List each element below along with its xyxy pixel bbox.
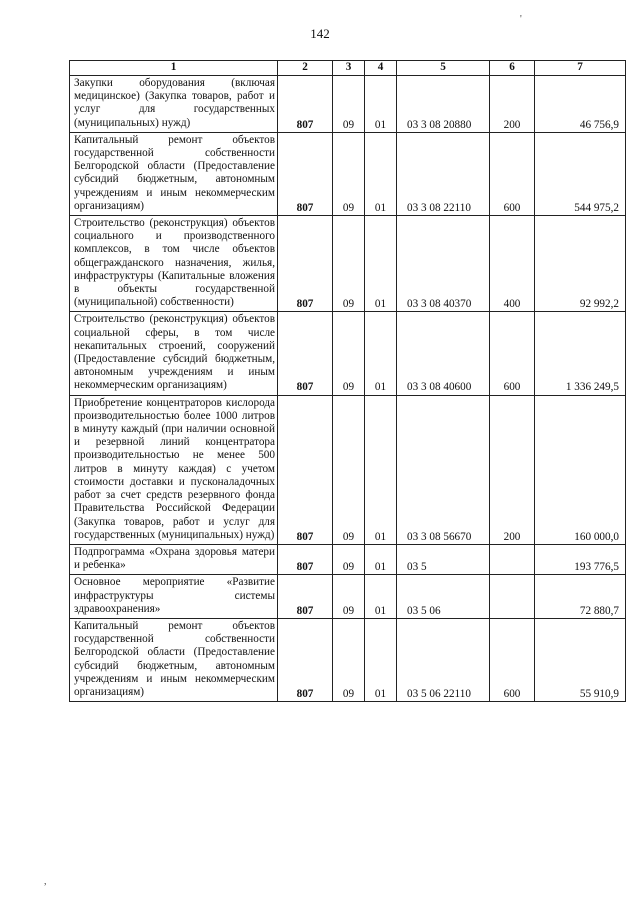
table-row xyxy=(70,216,626,312)
row-ministry-code: 807 xyxy=(278,544,333,574)
row-expense-type: 600 xyxy=(490,618,535,701)
row-expense-type: 600 xyxy=(490,132,535,215)
row-subsection: 01 xyxy=(365,544,397,574)
row-subsection: 01 xyxy=(365,216,397,312)
row-section: 09 xyxy=(333,618,365,701)
row-target-article: 03 3 08 40370 xyxy=(397,216,490,312)
row-subsection: 01 xyxy=(365,395,397,544)
row-description: Капитальный ремонт объектов государственной собственности Белгородской области (Предоставление субсидий бюджетным, автономным учреждениям и иным некоммерческим организациям) xyxy=(70,618,278,701)
row-ministry-code: 807 xyxy=(278,312,333,395)
scan-speck: , xyxy=(44,876,47,887)
row-section: 09 xyxy=(333,132,365,215)
row-expense-type: 600 xyxy=(490,312,535,395)
row-amount: 1 336 249,5 xyxy=(535,312,626,395)
table-row xyxy=(70,395,626,544)
row-target-article: 03 3 08 20880 xyxy=(397,76,490,133)
row-ministry-code: 807 xyxy=(278,76,333,133)
row-description: Основное мероприятие «Развитие инфраструктуры системы здравоохранения» xyxy=(70,575,278,619)
row-description: Подпрограмма «Охрана здоровья матери и ребенка» xyxy=(70,544,278,574)
col-header-1: 1 xyxy=(70,61,278,76)
page-number: 142 xyxy=(310,26,330,41)
col-header-3: 3 xyxy=(333,61,365,76)
row-ministry-code: 807 xyxy=(278,216,333,312)
row-subsection: 01 xyxy=(365,76,397,133)
row-ministry-code: 807 xyxy=(278,618,333,701)
row-amount: 55 910,9 xyxy=(535,618,626,701)
row-target-article: 03 5 06 22110 xyxy=(397,618,490,701)
header-row xyxy=(70,61,626,76)
col-header-4: 4 xyxy=(365,61,397,76)
row-description: Капитальный ремонт объектов государственной собственности Белгородской области (Предоставление субсидий бюджетным, автономным учреждениям и иным некоммерческим организациям) xyxy=(70,132,278,215)
row-target-article: 03 3 08 56670 xyxy=(397,395,490,544)
row-section: 09 xyxy=(333,312,365,395)
row-description: Строительство (реконструкция) объектов социальной сферы, в том числе некапитальных строений, сооружений (Предоставление субсидий бюджетным, автономным учреждениям и иным некоммерческим организациям) xyxy=(70,312,278,395)
row-expense-type xyxy=(490,544,535,574)
table-row xyxy=(70,132,626,215)
row-description: Строительство (реконструкция) объектов социального и производственного комплексов, в том числе объектов общегражданского назначения, жилья, инфраструктуры (Капитальные вложения в объекты государственной (муниципальной) собственности) xyxy=(70,216,278,312)
table-row xyxy=(70,76,626,133)
row-expense-type xyxy=(490,575,535,619)
budget-table xyxy=(69,60,626,702)
row-section: 09 xyxy=(333,395,365,544)
row-section: 09 xyxy=(333,76,365,133)
scan-speck: ' xyxy=(520,14,522,25)
table-row xyxy=(70,312,626,395)
row-target-article: 03 3 08 22110 xyxy=(397,132,490,215)
col-header-6: 6 xyxy=(490,61,535,76)
row-target-article: 03 5 xyxy=(397,544,490,574)
row-expense-type: 200 xyxy=(490,76,535,133)
row-description: Закупки оборудования (включая медицинское) (Закупка товаров, работ и услуг для государственных (муниципальных) нужд) xyxy=(70,76,278,133)
row-section: 09 xyxy=(333,216,365,312)
row-section: 09 xyxy=(333,575,365,619)
row-ministry-code: 807 xyxy=(278,575,333,619)
table-row xyxy=(70,544,626,574)
row-section: 09 xyxy=(333,544,365,574)
row-amount: 160 000,0 xyxy=(535,395,626,544)
row-amount: 193 776,5 xyxy=(535,544,626,574)
row-subsection: 01 xyxy=(365,132,397,215)
row-ministry-code: 807 xyxy=(278,395,333,544)
row-amount: 46 756,9 xyxy=(535,76,626,133)
row-amount: 544 975,2 xyxy=(535,132,626,215)
table-row xyxy=(70,618,626,701)
row-amount: 72 880,7 xyxy=(535,575,626,619)
col-header-2: 2 xyxy=(278,61,333,76)
row-target-article: 03 3 08 40600 xyxy=(397,312,490,395)
row-expense-type: 200 xyxy=(490,395,535,544)
row-subsection: 01 xyxy=(365,575,397,619)
row-subsection: 01 xyxy=(365,618,397,701)
table-row xyxy=(70,575,626,619)
row-ministry-code: 807 xyxy=(278,132,333,215)
row-target-article: 03 5 06 xyxy=(397,575,490,619)
col-header-5: 5 xyxy=(397,61,490,76)
row-subsection: 01 xyxy=(365,312,397,395)
row-expense-type: 400 xyxy=(490,216,535,312)
row-amount: 92 992,2 xyxy=(535,216,626,312)
col-header-7: 7 xyxy=(535,61,626,76)
row-description: Приобретение концентраторов кислорода производительностью более 1000 литров в минуту каждый (при наличии основной и резервной линий концентратора производительностью не менее 500 литров в минуту каждая) с учетом стоимости доставки и пусконаладочных работ за счет средств резервного фонда Правительства Российской Федерации (Закупка товаров, работ и услуг для государственных (муниципальных) нужд) xyxy=(70,395,278,544)
